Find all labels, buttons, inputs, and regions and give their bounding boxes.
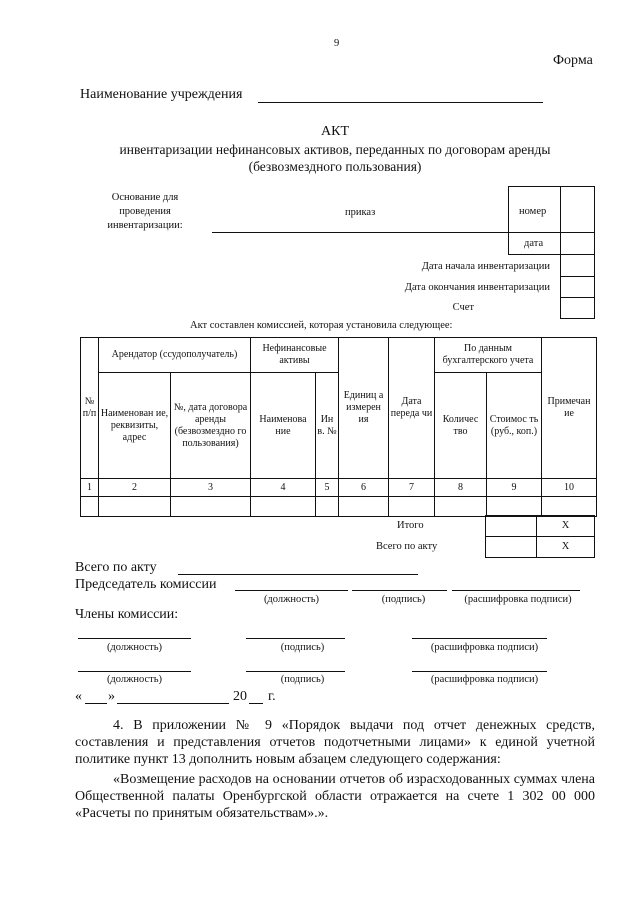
basis-label-line: инвентаризации:: [107, 220, 183, 231]
member2-position-line[interactable]: [78, 671, 191, 672]
act-subtitle-2: (безвозмездного пользования): [248, 159, 422, 174]
chairman-signature-line[interactable]: [352, 590, 447, 591]
basis-input-line[interactable]: [212, 232, 508, 233]
basis-label-line: Основание для: [111, 192, 179, 203]
date-year-prefix: 20: [233, 689, 247, 704]
column-number: 3: [171, 479, 251, 497]
institution-input-line[interactable]: [258, 102, 543, 103]
chairman-label: Председатель комиссии: [75, 577, 217, 592]
column-number: 6: [339, 479, 389, 497]
column-number: 5: [316, 479, 339, 497]
member2-signature-caption: (подпись): [280, 674, 325, 685]
total-by-act-label: Всего по акту: [75, 560, 157, 575]
accounting-group-header: По данным бухгалтерского учета: [435, 338, 542, 373]
quantity-header: Количес тво: [435, 373, 487, 479]
unit-header: Единиц а измерен ия: [339, 338, 389, 479]
amendment-paragraph-1: 4. В приложении № 9 «Порядок выдачи под отчет денежных средств, составления и представления отчетов подотчетными лицами» к единой учетной политике пункт 13 дополнить новым абзацем следующего содержания:: [75, 718, 595, 767]
table-cell[interactable]: [389, 497, 435, 517]
cost-header: Стоимос ть (руб., коп.): [487, 373, 542, 479]
member2-decoding-line[interactable]: [412, 671, 547, 672]
act-total-value-cell[interactable]: [485, 536, 537, 558]
table-header-row: [81, 338, 597, 373]
basis-label: [100, 191, 190, 233]
total-value-cell[interactable]: [485, 515, 537, 537]
member2-decoding-caption: (расшифровка подписи): [430, 674, 539, 685]
act-title: АКТ: [321, 124, 349, 139]
tenant-group-header: Арендатор (ссудополучатель): [99, 338, 251, 373]
member1-signature-caption: (подпись): [280, 642, 325, 653]
date-year-line[interactable]: [249, 703, 263, 704]
transfer-date-header: Дата переда чи: [389, 338, 435, 479]
basis-doc-type: приказ: [345, 207, 376, 218]
table-cell[interactable]: [542, 497, 597, 517]
asset-inv-header: Ин в. №: [316, 373, 339, 479]
date-label: дата: [524, 238, 544, 249]
member1-signature-line[interactable]: [246, 638, 345, 639]
tenant-name-header: Наименован ие, реквизиты, адрес: [99, 373, 171, 479]
assets-group-header: Нефинансовые активы: [251, 338, 339, 373]
table-cell[interactable]: [251, 497, 316, 517]
form-label: Форма: [553, 53, 593, 68]
table-cell[interactable]: [316, 497, 339, 517]
institution-label: Наименование учреждения: [80, 87, 243, 102]
act-total-label: Всего по акту: [376, 541, 438, 552]
date-value-cell[interactable]: [560, 232, 595, 255]
number-label: номер: [519, 206, 547, 217]
number-value-cell[interactable]: [560, 186, 595, 233]
table-cell[interactable]: [81, 497, 99, 517]
total-label: Итого: [397, 520, 424, 531]
total-by-act-line[interactable]: [178, 574, 418, 575]
account-label: Счет: [452, 302, 474, 313]
act-total-x: Х: [561, 541, 570, 552]
table-cell[interactable]: [171, 497, 251, 517]
start-date-label: Дата начала инвентаризации: [421, 261, 550, 272]
asset-name-header: Наименова ние: [251, 373, 316, 479]
column-number-row: [81, 479, 597, 497]
column-number: 8: [435, 479, 487, 497]
tenant-contract-header: №, дата договора аренды (безвозмездно го пользования): [171, 373, 251, 479]
member1-position-line[interactable]: [78, 638, 191, 639]
table-cell[interactable]: [435, 497, 487, 517]
table-cell[interactable]: [99, 497, 171, 517]
column-number: 9: [487, 479, 542, 497]
chairman-decoding-line[interactable]: [452, 590, 580, 591]
member2-position-caption: (должность): [106, 674, 163, 685]
date-day-line[interactable]: [85, 703, 107, 704]
inventory-table: [80, 337, 597, 517]
act-subtitle: инвентаризации нефинансовых активов, переданных по договорам аренды: [119, 142, 551, 157]
member2-signature-line[interactable]: [246, 671, 345, 672]
column-number: 4: [251, 479, 316, 497]
total-x: Х: [561, 520, 570, 531]
basis-label-line: проведения: [119, 206, 171, 217]
column-number: 2: [99, 479, 171, 497]
table-cell[interactable]: [487, 497, 542, 517]
start-date-cell[interactable]: [560, 254, 595, 277]
member1-position-caption: (должность): [106, 642, 163, 653]
end-date-label: Дата окончания инвентаризации: [404, 282, 550, 293]
note-header: Примечан ие: [542, 338, 597, 479]
date-quote-close: »: [108, 689, 115, 704]
chairman-position-line[interactable]: [235, 590, 348, 591]
member1-decoding-caption: (расшифровка подписи): [430, 642, 539, 653]
date-quote-open: «: [75, 689, 82, 704]
commission-text: Акт составлен комиссией, которая установила следующее:: [190, 320, 453, 331]
end-date-cell[interactable]: [560, 276, 595, 298]
member1-decoding-line[interactable]: [412, 638, 547, 639]
account-cell[interactable]: [560, 297, 595, 319]
chairman-decoding-caption: (расшифровка подписи): [464, 594, 572, 605]
col-num-header: № п/п: [81, 338, 99, 479]
column-number: 10: [542, 479, 597, 497]
date-year-suffix: г.: [268, 689, 276, 704]
column-number: 7: [389, 479, 435, 497]
date-month-line[interactable]: [117, 703, 229, 704]
column-number: 1: [81, 479, 99, 497]
chairman-position-caption: (должность): [263, 594, 320, 605]
table-cell[interactable]: [339, 497, 389, 517]
members-label: Члены комиссии:: [75, 607, 179, 622]
page-number: 9: [334, 38, 340, 49]
chairman-signature-caption: (подпись): [381, 594, 426, 605]
amendment-paragraph-2: «Возмещение расходов на основании отчетов об израсходованных суммах члена Общественной палаты Оренбургской области отражается на счете 1 302 00 000 «Расчеты по принятым обязательствам».».: [75, 772, 595, 821]
table-row: [81, 497, 597, 517]
